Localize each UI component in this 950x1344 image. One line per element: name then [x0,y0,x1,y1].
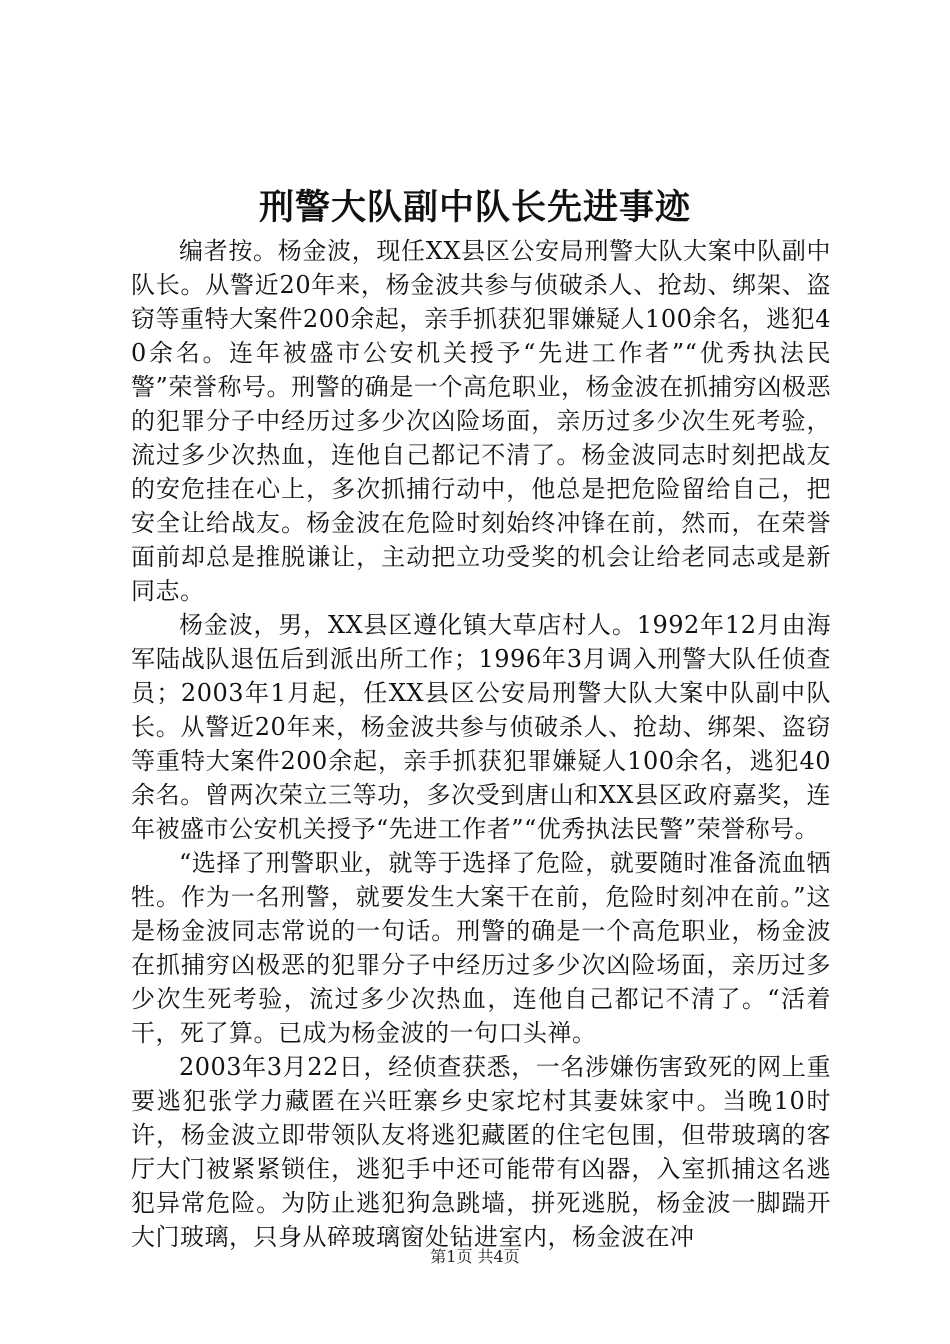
document-title: 刑警大队副中队长先进事迹 [258,187,691,228]
paragraph-case-2003: 2003年3月22日，经侦查获悉，一名涉嫌伤害致死的网上重要逃犯张学力藏匿在兴旺寨乡史家坨村其妻妹家中。当晚10时许，杨金波立即带领队友将逃犯藏匿的住宅包围，但带玻璃的客厅大门被紧紧锁住，逃犯手中还可能带有凶器，入室抓捕这名逃犯异常危险。为防止逃犯狗急跳墙，拼死逃脱，杨金波一脚踹开大门玻璃，只身从碎玻璃窗处钻进室内，杨金波在冲 [131,1053,831,1251]
paragraph-biography: 杨金波，男，XX县区遵化镇大草店村人。1992年12月由海军陆战队退伍后到派出所工作；1996年3月调入刑警大队任侦查员；2003年1月起，任XX县区公安局刑警大队大案中队副中队长。从警近20年来，杨金波共参与侦破杀人、抢劫、绑架、盗窃等重特大案件200余起，亲手抓获犯罪嫌疑人100余名，逃犯40余名。曾两次荣立三等功，多次受到唐山和XX县区政府嘉奖，连年被盛市公安机关授予“先进工作者”“优秀执法民警”荣誉称号。 [131,611,831,843]
paragraph-editor-note: 编者按。杨金波，现任XX县区公安局刑警大队大案中队副中队长。从警近20年来，杨金波共参与侦破杀人、抢劫、绑架、盗窃等重特大案件200余起，亲手抓获犯罪嫌疑人100余名，逃犯40余名。连年被盛市公安机关授予“先进工作者”“优秀执法民警”荣誉称号。刑警的确是一个高危职业，杨金波在抓捕穷凶极恶的犯罪分子中经历过多少次凶险场面，亲历过多少次生死考验，流过多少次热血，连他自己都记不清了。杨金波同志时刻把战友的安危挂在心上，多次抓捕行动中，他总是把危险留给自己，把安全让给战友。杨金波在危险时刻始终冲锋在前，然而，在荣誉面前却总是推脱谦让，主动把立功受奖的机会让给老同志或是新同志。 [131,237,831,605]
document-body [131,234,831,1254]
paragraph-quote: “选择了刑警职业，就等于选择了危险，就要随时准备流血牺牲。作为一名刑警，就要发生大案干在前，危险时刻冲在前。”这是杨金波同志常说的一句话。刑警的确是一个高危职业，杨金波在抓捕穷凶极恶的犯罪分子中经历过多少次凶险场面，亲历过多少次生死考验，流过多少次热血，连他自己都记不清了。“活着干，死了算。已成为杨金波的一句口头禅。 [131,849,831,1047]
page-footer: 第1页 共4页 [430,1247,520,1266]
